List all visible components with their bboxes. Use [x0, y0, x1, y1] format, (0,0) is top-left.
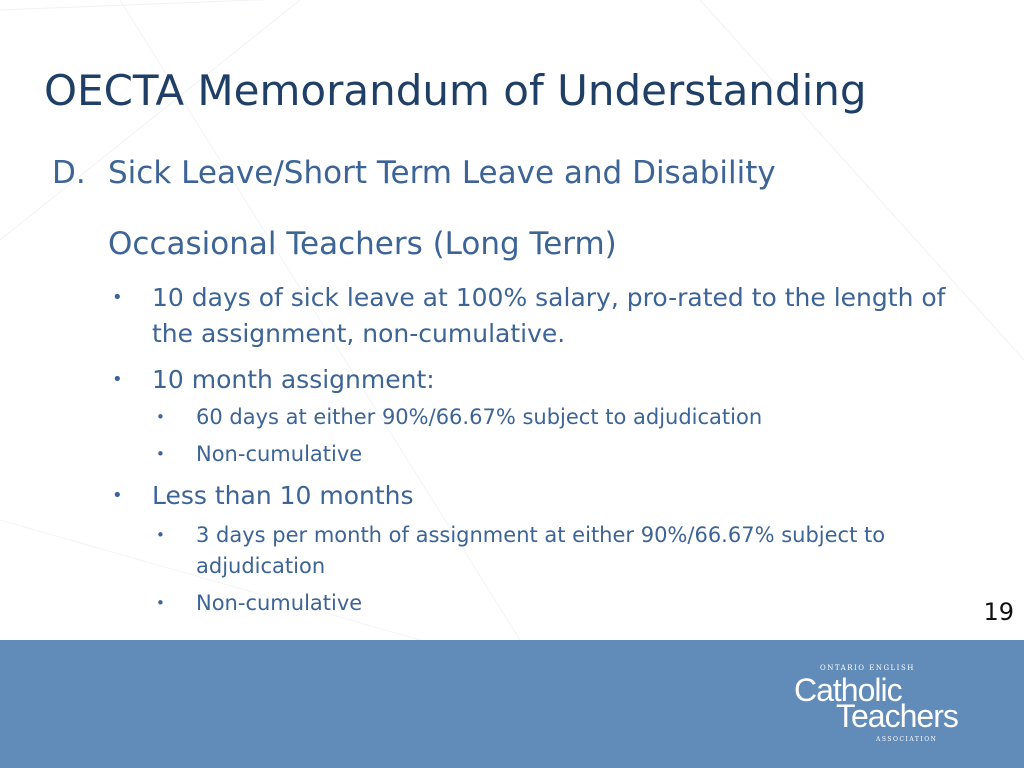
list-item	[156, 520, 936, 582]
bullet-marker: •	[112, 369, 123, 390]
section-heading-text: Sick Leave/Short Term Leave and Disability	[108, 155, 776, 191]
bullet-marker: •	[112, 485, 123, 506]
list-item-text: 3 days per month of assignment at either 90%/66.67% subject to adjudication	[196, 523, 886, 578]
bullet-marker: •	[156, 526, 165, 544]
list-item	[112, 478, 962, 514]
list-item	[112, 362, 962, 398]
list-item	[112, 280, 962, 352]
bullet-marker: •	[156, 445, 165, 463]
list-item	[156, 439, 956, 470]
list-item-text: 60 days at either 90%/66.67% subject to adjudication	[196, 405, 763, 429]
logo-word-teachers: Teachers	[836, 698, 958, 734]
page-number: 19	[983, 598, 1014, 626]
bullet-marker: •	[112, 287, 123, 308]
bullet-marker: •	[156, 594, 165, 612]
bullet-marker: •	[156, 408, 165, 426]
section-heading	[52, 155, 776, 191]
logo-bottom-line: ASSOCIATION	[876, 736, 938, 743]
list-item-text: Non-cumulative	[196, 442, 363, 466]
logo-word-catholic: Catholic	[794, 672, 902, 708]
list-item-text: 10 days of sick leave at 100% salary, pro-rated to the length of the assignment, non-cumulative.	[152, 283, 946, 348]
section-letter: D.	[52, 155, 86, 191]
list-item-text: Non-cumulative	[196, 591, 363, 615]
list-item	[156, 588, 936, 619]
list-item	[156, 402, 956, 433]
catholic-teachers-logo	[790, 664, 990, 746]
slide-title: OECTA Memorandum of Understanding	[44, 66, 867, 115]
subheading: Occasional Teachers (Long Term)	[108, 226, 617, 262]
list-item-text: Less than 10 months	[152, 481, 414, 510]
list-item-text: 10 month assignment:	[152, 365, 435, 394]
logo-top-line: ONTARIO ENGLISH	[820, 664, 915, 672]
